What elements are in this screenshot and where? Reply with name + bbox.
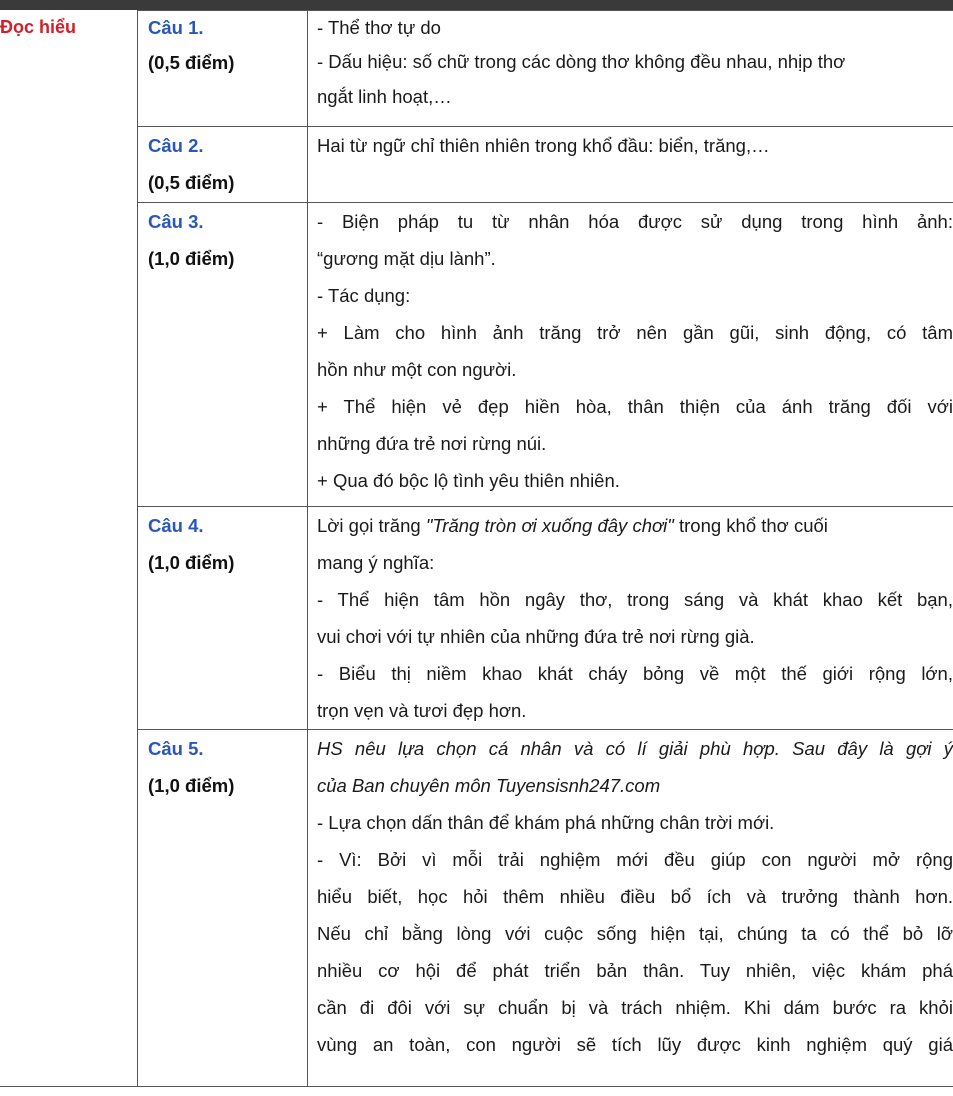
answer-line: ngắt linh hoạt,… (317, 86, 452, 107)
answer-text: trong khổ thơ cuối (673, 515, 828, 536)
answer-line: Nếu chỉ bằng lòng với cuộc sống hiện tại, chúng ta có thể bỏ lỡ (317, 923, 953, 944)
question-title: Câu 1. (148, 17, 204, 38)
answer-line: - Biểu thị niềm khao khát cháy bỏng về một thế giới rộng lớn, (317, 663, 953, 684)
answer-line: trọn vẹn và tươi đẹp hơn. (317, 700, 527, 721)
answer-line: vui chơi với tự nhiên của những đứa trẻ nơi rừng già. (317, 626, 755, 647)
answer-line: - Biện pháp tu từ nhân hóa được sử dụng trong hình ảnh: (317, 211, 953, 232)
question-cell (138, 127, 308, 203)
answer-line: - Thể thơ tự do (317, 17, 441, 38)
answer-line: mang ý nghĩa: (317, 552, 435, 573)
answer-line: cần đi đôi với sự chuẩn bị và trách nhiệm. Khi dám bước ra khỏi (317, 997, 953, 1018)
question-points: (0,5 điểm) (148, 52, 235, 73)
question-cell (138, 203, 308, 507)
answer-line: vùng an toàn, con người sẽ tích lũy được kinh nghiệm quý giá (317, 1034, 953, 1055)
answer-line: - Vì: Bởi vì mỗi trải nghiệm mới đều giúp con người mở rộng (317, 849, 953, 870)
answer-line: nhiều cơ hội để phát triển bản thân. Tuy nhiên, việc khám phá (317, 960, 953, 981)
question-points: (1,0 điểm) (148, 552, 235, 573)
answer-line: - Dấu hiệu: số chữ trong các dòng thơ không đều nhau, nhịp thơ (317, 51, 846, 72)
question-title: Câu 5. (148, 738, 204, 759)
answer-line: + Làm cho hình ảnh trăng trở nên gần gũi, sinh động, có tâm (317, 322, 953, 343)
answer-line: - Thể hiện tâm hồn ngây thơ, trong sáng và khát khao kết bạn, (317, 589, 953, 610)
question-points: (1,0 điểm) (148, 775, 235, 796)
answer-line: Hai từ ngữ chỉ thiên nhiên trong khổ đầu: biển, trăng,… (317, 135, 770, 156)
question-points: (1,0 điểm) (148, 248, 235, 269)
table-row-cau-4 (0, 507, 953, 730)
answer-line (317, 507, 953, 544)
answer-cell (308, 127, 953, 203)
question-cell (138, 507, 308, 730)
table-row-cau-1 (0, 11, 953, 127)
answer-cell (308, 730, 953, 1087)
answer-line: - Lựa chọn dấn thân để khám phá những chân trời mới. (317, 812, 775, 833)
question-points: (0,5 điểm) (148, 172, 235, 193)
answer-cell (308, 203, 953, 507)
table-row-cau-2 (0, 127, 953, 203)
answer-line: - Tác dụng: (317, 285, 411, 306)
question-title: Câu 3. (148, 211, 204, 232)
answer-line: + Qua đó bộc lộ tình yêu thiên nhiên. (317, 470, 620, 491)
answer-line: hiểu biết, học hỏi thêm nhiều điều bổ ích và trưởng thành hơn. (317, 886, 953, 907)
answer-line: + Thể hiện vẻ đẹp hiền hòa, thân thiện của ánh trăng đối với (317, 396, 953, 417)
answer-line: “gương mặt dịu lành”. (317, 248, 496, 269)
answer-line: những đứa trẻ nơi rừng núi. (317, 433, 547, 454)
answer-key-table (0, 10, 953, 1087)
answer-cell (308, 507, 953, 730)
table-row-cau-3 (0, 203, 953, 507)
answer-line: hồn như một con người. (317, 359, 517, 380)
answer-text: Lời gọi trăng (317, 515, 426, 536)
top-border-bar (0, 0, 953, 10)
question-title: Câu 4. (148, 515, 204, 536)
section-cell (0, 11, 138, 1087)
question-cell (138, 730, 308, 1087)
question-cell (138, 11, 308, 127)
question-title: Câu 2. (148, 135, 204, 156)
answer-line-italic: của Ban chuyên môn Tuyensisnh247.com (317, 775, 661, 796)
answer-cell (308, 11, 953, 127)
quoted-poem-line: "Trăng tròn ơi xuống đây chơi" (425, 515, 674, 536)
answer-line-italic: HS nêu lựa chọn cá nhân và có lí giải phù hợp. Sau đây là gợi ý (317, 738, 953, 759)
table-row-cau-5 (0, 730, 953, 1087)
section-label: Đọc hiểu (0, 16, 77, 37)
